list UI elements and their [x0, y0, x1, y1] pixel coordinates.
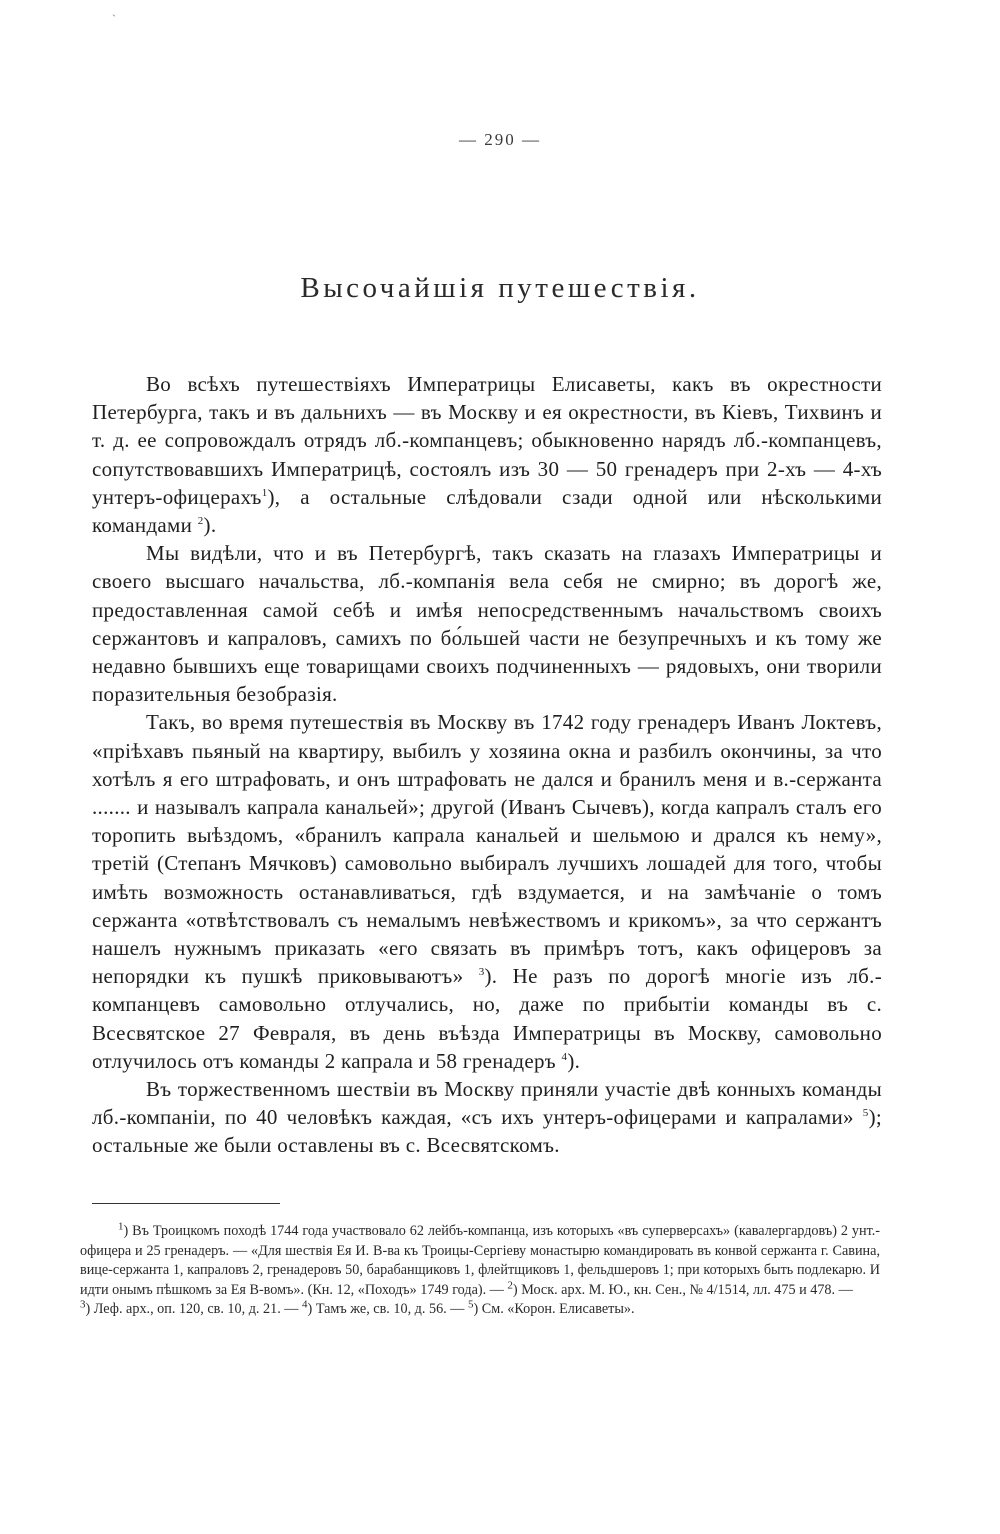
paragraph-text: ). [567, 1048, 581, 1073]
footnote-mark: 1 [118, 1220, 124, 1233]
paragraph-text: Такъ, во время путешествія въ Москву въ 1742 году гренадеръ Иванъ Локтевъ, «пріѣхавъ пьяный на квартиру, выбилъ у хозяина окна и разбилъ окончины, за что хотѣлъ я его штрафовать, и онъ штрафовать не дался и бранилъ меня и в.-сержанта ....... и называлъ капрала канальей»; другой (Иванъ Сычевъ), когда капралъ сталъ его торопить выѣздомъ, «бранилъ капрала канальей и шельмою и дрался къ нему», третій (Степанъ Мячковъ) самовольно выбиралъ лучшихъ лошадей для того, чтобы имѣть возможность останавливаться, гдѣ вздумается, и на замѣчаніе о томъ сержанта «отвѣтствовалъ съ немалымъ невѣжествомъ и крикомъ», за что сержантъ нашелъ нужнымъ приказать «его связать въ примѣръ тотъ, какъ офицеровъ за непорядки къ пушкѣ приковываютъ» [92, 710, 882, 989]
paragraph-2 [92, 539, 882, 708]
chapter-title: Высочайшія путешествія. [300, 272, 700, 304]
paragraph-1 [92, 370, 882, 539]
paragraph-text: Во всѣхъ путешествіяхъ Императрицы Елисаветы, какъ въ окрестности Петербурга, такъ и въ дальнихъ — въ Москву и ея окрестности, въ Кіевъ, Тихвинъ и т. д. ее сопровождалъ отрядъ лб.-компанцевъ; обыкновенно нарядъ лб.-компанцевъ, сопутствовавшихъ Императрицѣ, состоялъ изъ 30 — 50 гренадеръ при 2-хъ — 4-хъ унтеръ-офицерахъ [92, 372, 882, 509]
footnote-mark: 3 [80, 1298, 86, 1311]
body-text [92, 370, 882, 1160]
footnote-1: ) Въ Троицкомъ походѣ 1744 года участвовало 62 лейбъ-компанца, изъ которыхъ «въ суперверсахъ» (кавалергардовъ) 2 унт.-офицера и 25 гренадеръ. — «Для шествія Ея И. В-ва къ Троицы-Сергіеву монастырю командировать въ конвой сержанта г. Савина, вице-сержанта 1, капраловъ 2, гренадеровъ 50, барабанщиковъ 1, флейтщиковъ 1, фельдшеровъ 1; при которыхъ быть подлекарю. И идти онымъ пѣшкомъ за Ея В-вомъ». (Кн. 12, «Походъ» 1749 года). — [80, 1223, 880, 1298]
footnotes [80, 1222, 880, 1320]
footnote-divider [92, 1203, 280, 1204]
footnote-5: ) См. «Корон. Елисаветы». [473, 1301, 635, 1317]
footnote-ref: 2 [197, 515, 204, 528]
paragraph-text: ). [203, 513, 217, 538]
paragraph-text: ). Не разъ по дорогѣ многіе изъ лб.-компанцевъ самовольно отлучались, но, даже по прибытіи команды въ с. Всесвятское 27 Февраля, въ день въѣзда Императрицы въ Москву, самовольно отлучилось отъ команды 2 капрала и 58 гренадеръ [92, 964, 882, 1073]
footnote-ref: 1 [261, 486, 268, 499]
paragraph-4 [92, 1075, 882, 1160]
paragraph-3 [92, 708, 882, 1075]
corner-mark: ˋ [112, 12, 116, 26]
footnote-ref: 5 [862, 1107, 869, 1120]
footnote-3: ) Леф. арх., оп. 120, св. 10, д. 21. — [85, 1301, 303, 1317]
paragraph-text: ); остальные же были оставлены въ с. Всесвятскомъ. [92, 1105, 882, 1158]
footnote-4: ) Тамъ же, св. 10, д. 56. — [307, 1301, 468, 1317]
footnote-ref: 3 [478, 966, 485, 979]
footnote-mark: 2 [507, 1278, 513, 1291]
page-number: — 290 — [459, 130, 541, 149]
footnote-mark: 5 [468, 1298, 474, 1311]
paragraph-text: Мы видѣли, что и въ Петербургѣ, такъ сказать на глазахъ Императрицы и своего высшаго начальства, лб.-компанія вела себя не смирно; въ дорогѣ же, предоставленная самой себѣ и имѣя непосредственнымъ начальствомъ своихъ сержантовъ и капраловъ, самихъ по бо́льшей части не безупречныхъ и къ тому же недавно бывшихъ еще товарищами своихъ подчиненныхъ — рядовыхъ, они творили поразительныя безобразія. [92, 541, 882, 707]
footnote-ref: 4 [561, 1050, 568, 1063]
paragraph-text: ), а остальные слѣдовали сзади одной или нѣсколькими командами [92, 484, 882, 538]
footnote-block [80, 1222, 880, 1320]
footnote-2: ) Моск. арх. М. Ю., кн. Сен., № 4/1514, лл. 475 и 478. — [512, 1281, 853, 1298]
paragraph-text: Въ торжественномъ шествіи въ Москву приняли участіе двѣ конныхъ команды лб.-компаніи, по 40 человѣкъ каждая, «съ ихъ унтеръ-офицерами и капралами» [92, 1077, 882, 1130]
footnote-mark: 4 [302, 1298, 308, 1311]
